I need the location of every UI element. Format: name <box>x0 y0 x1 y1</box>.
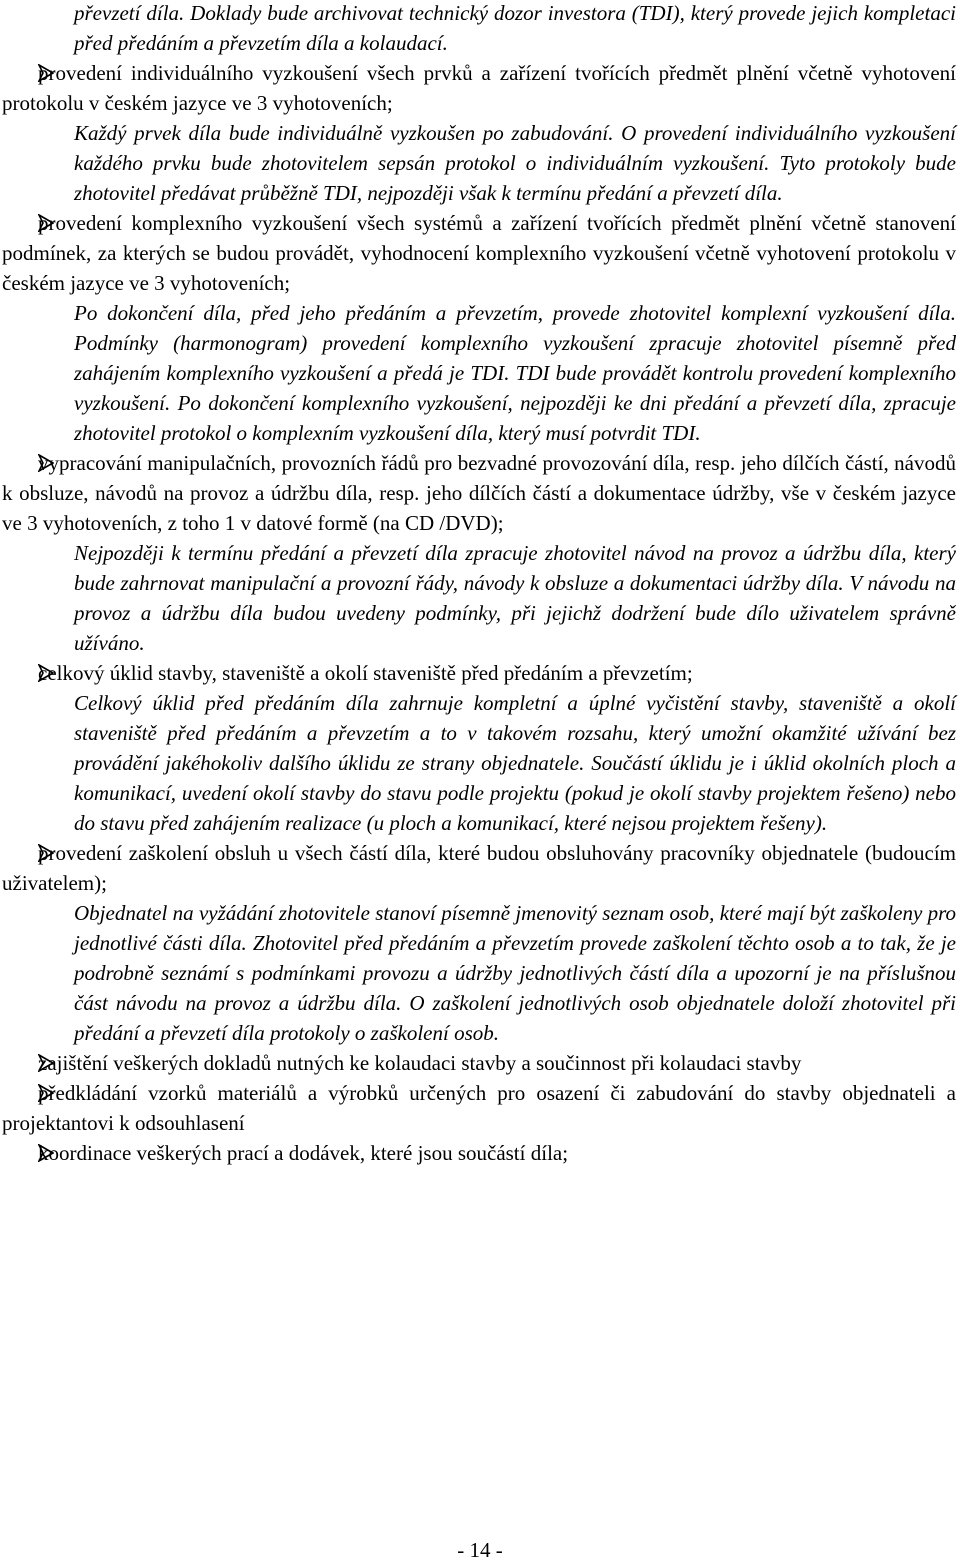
list-item-note: Po dokončení díla, před jeho předáním a převzetím, provede zhotovitel komplexní vyzkoušení díla. Podmínky (harmonogram) provedení komplexního vyzkoušení zpracuje zhotovitel písemně před zahájením komplexního vyzkoušení a předá je TDI. TDI bude provádět kontrolu provedení komplexního vyzkoušení. Po dokončení komplexního vyzkoušení, nejpozději ke dni předání a převzetí díla, zpracuje zhotovitel protokol o komplexním vyzkoušení díla, který musí potvrdit TDI. <box>74 301 956 445</box>
list-item-lead: provedení zaškolení obsluh u všech částí díla, které budou obsluhovány pracovníky objednatele (budoucím uživatelem); <box>2 841 956 895</box>
list-item-lead: zajištění veškerých dokladů nutných ke kolaudaci stavby a součinnost při kolaudaci stavby <box>38 1051 802 1075</box>
arrowhead-bullet-icon <box>38 1138 62 1168</box>
document-page <box>2 0 956 1168</box>
arrowhead-bullet-icon <box>38 58 62 88</box>
list-item <box>38 1048 956 1078</box>
list-item-lead: předkládání vzorků materiálů a výrobků určených pro osazení či zabudování do stavby objednateli a projektantovi k odsouhlasení <box>2 1081 956 1135</box>
page-number: - 14 - <box>457 1538 503 1562</box>
list-item-lead: provedení individuálního vyzkoušení všech prvků a zařízení tvořících předmět plnění včetně vyhotovení protokolu v českém jazyce ve 3 vyhotoveních; <box>2 61 956 115</box>
arrowhead-bullet-icon <box>38 1048 62 1078</box>
continuation-paragraph: převzetí díla. Doklady bude archivovat technický dozor investora (TDI), který provede jejich kompletaci před předáním a převzetím díla a kolaudací. <box>74 1 956 55</box>
list-item <box>2 208 956 448</box>
list-item-note: Nejpozději k termínu předání a převzetí díla zpracuje zhotovitel návod na provoz a údržbu díla, který bude zahrnovat manipulační a provozní řády, návody k obsluze a dokumentaci údržby díla. V návodu na provoz a údržbu díla budou uvedeny podmínky, při jejichž dodržení bude dílo uživatelem správně užíváno. <box>74 541 956 655</box>
list-item <box>38 1138 956 1168</box>
list-item <box>2 1078 956 1138</box>
obligation-list <box>2 58 956 1168</box>
arrowhead-bullet-icon <box>38 1078 62 1108</box>
arrowhead-bullet-icon <box>38 838 62 868</box>
list-item <box>2 838 956 1048</box>
arrowhead-bullet-icon <box>38 208 62 238</box>
list-item-note: Objednatel na vyžádání zhotovitele stanoví písemně jmenovitý seznam osob, které mají být zaškoleny pro jednotlivé části díla. Zhotovitel před předáním a převzetím provede zaškolení těchto osob a to tak, že je podrobně seznámí s podmínkami provozu a údržby jednotlivých částí díla a upozorní je na příslušnou část návodu na provoz a údržbu díla. O zaškolení jednotlivých osob objednatele doloží zhotovitel při předání a převzetí díla protokoly o zaškolení osob. <box>74 901 956 1045</box>
list-item-lead: celkový úklid stavby, staveniště a okolí staveniště před předáním a převzetím; <box>38 661 693 685</box>
list-item-lead: provedení komplexního vyzkoušení všech systémů a zařízení tvořících předmět plnění včetně stanovení podmínek, za kterých se budou provádět, vyhodnocení komplexního vyzkoušení včetně vyhotovení protokolu v českém jazyce ve 3 vyhotoveních; <box>2 211 956 295</box>
list-item <box>2 58 956 208</box>
list-item-lead: koordinace veškerých prací a dodávek, které jsou součástí díla; <box>38 1141 569 1165</box>
list-item-note: Každý prvek díla bude individuálně vyzkoušen po zabudování. O provedení individuálního vyzkoušení každého prvku bude zhotovitelem sepsán protokol o individuálním vyzkoušení. Tyto protokoly bude zhotovitel předávat průběžně TDI, nejpozději však k termínu předání a převzetí díla. <box>74 121 956 205</box>
list-item-note: Celkový úklid před předáním díla zahrnuje kompletní a úplné vyčistění stavby, staveniště a okolí staveniště před předáním a převzetím a to v takovém rozsahu, který umožní okamžité užívání bez provádění jakéhokoliv dalšího úklidu ze strany objednatele. Součástí úklidu je i úklid okolních ploch a komunikací, uvedení okolí stavby do stavu podle projektu (pokud je okolí stavby projektem řešeno) nebo do stavu před zahájením realizace (u ploch a komunikací, které nejsou projektem řešeny). <box>74 691 956 835</box>
list-item <box>2 448 956 658</box>
arrowhead-bullet-icon <box>38 448 62 478</box>
list-item-lead: vypracování manipulačních, provozních řádů pro bezvadné provozování díla, resp. jeho dílčích částí, návodů k obsluze, návodů na provoz a údržbu díla, resp. jeho dílčích částí a dokumentace údržby, vše v českém jazyce ve 3 vyhotoveních, z toho 1 v datové formě (na CD /DVD); <box>2 451 956 535</box>
list-item <box>38 658 956 838</box>
arrowhead-bullet-icon <box>38 658 62 688</box>
